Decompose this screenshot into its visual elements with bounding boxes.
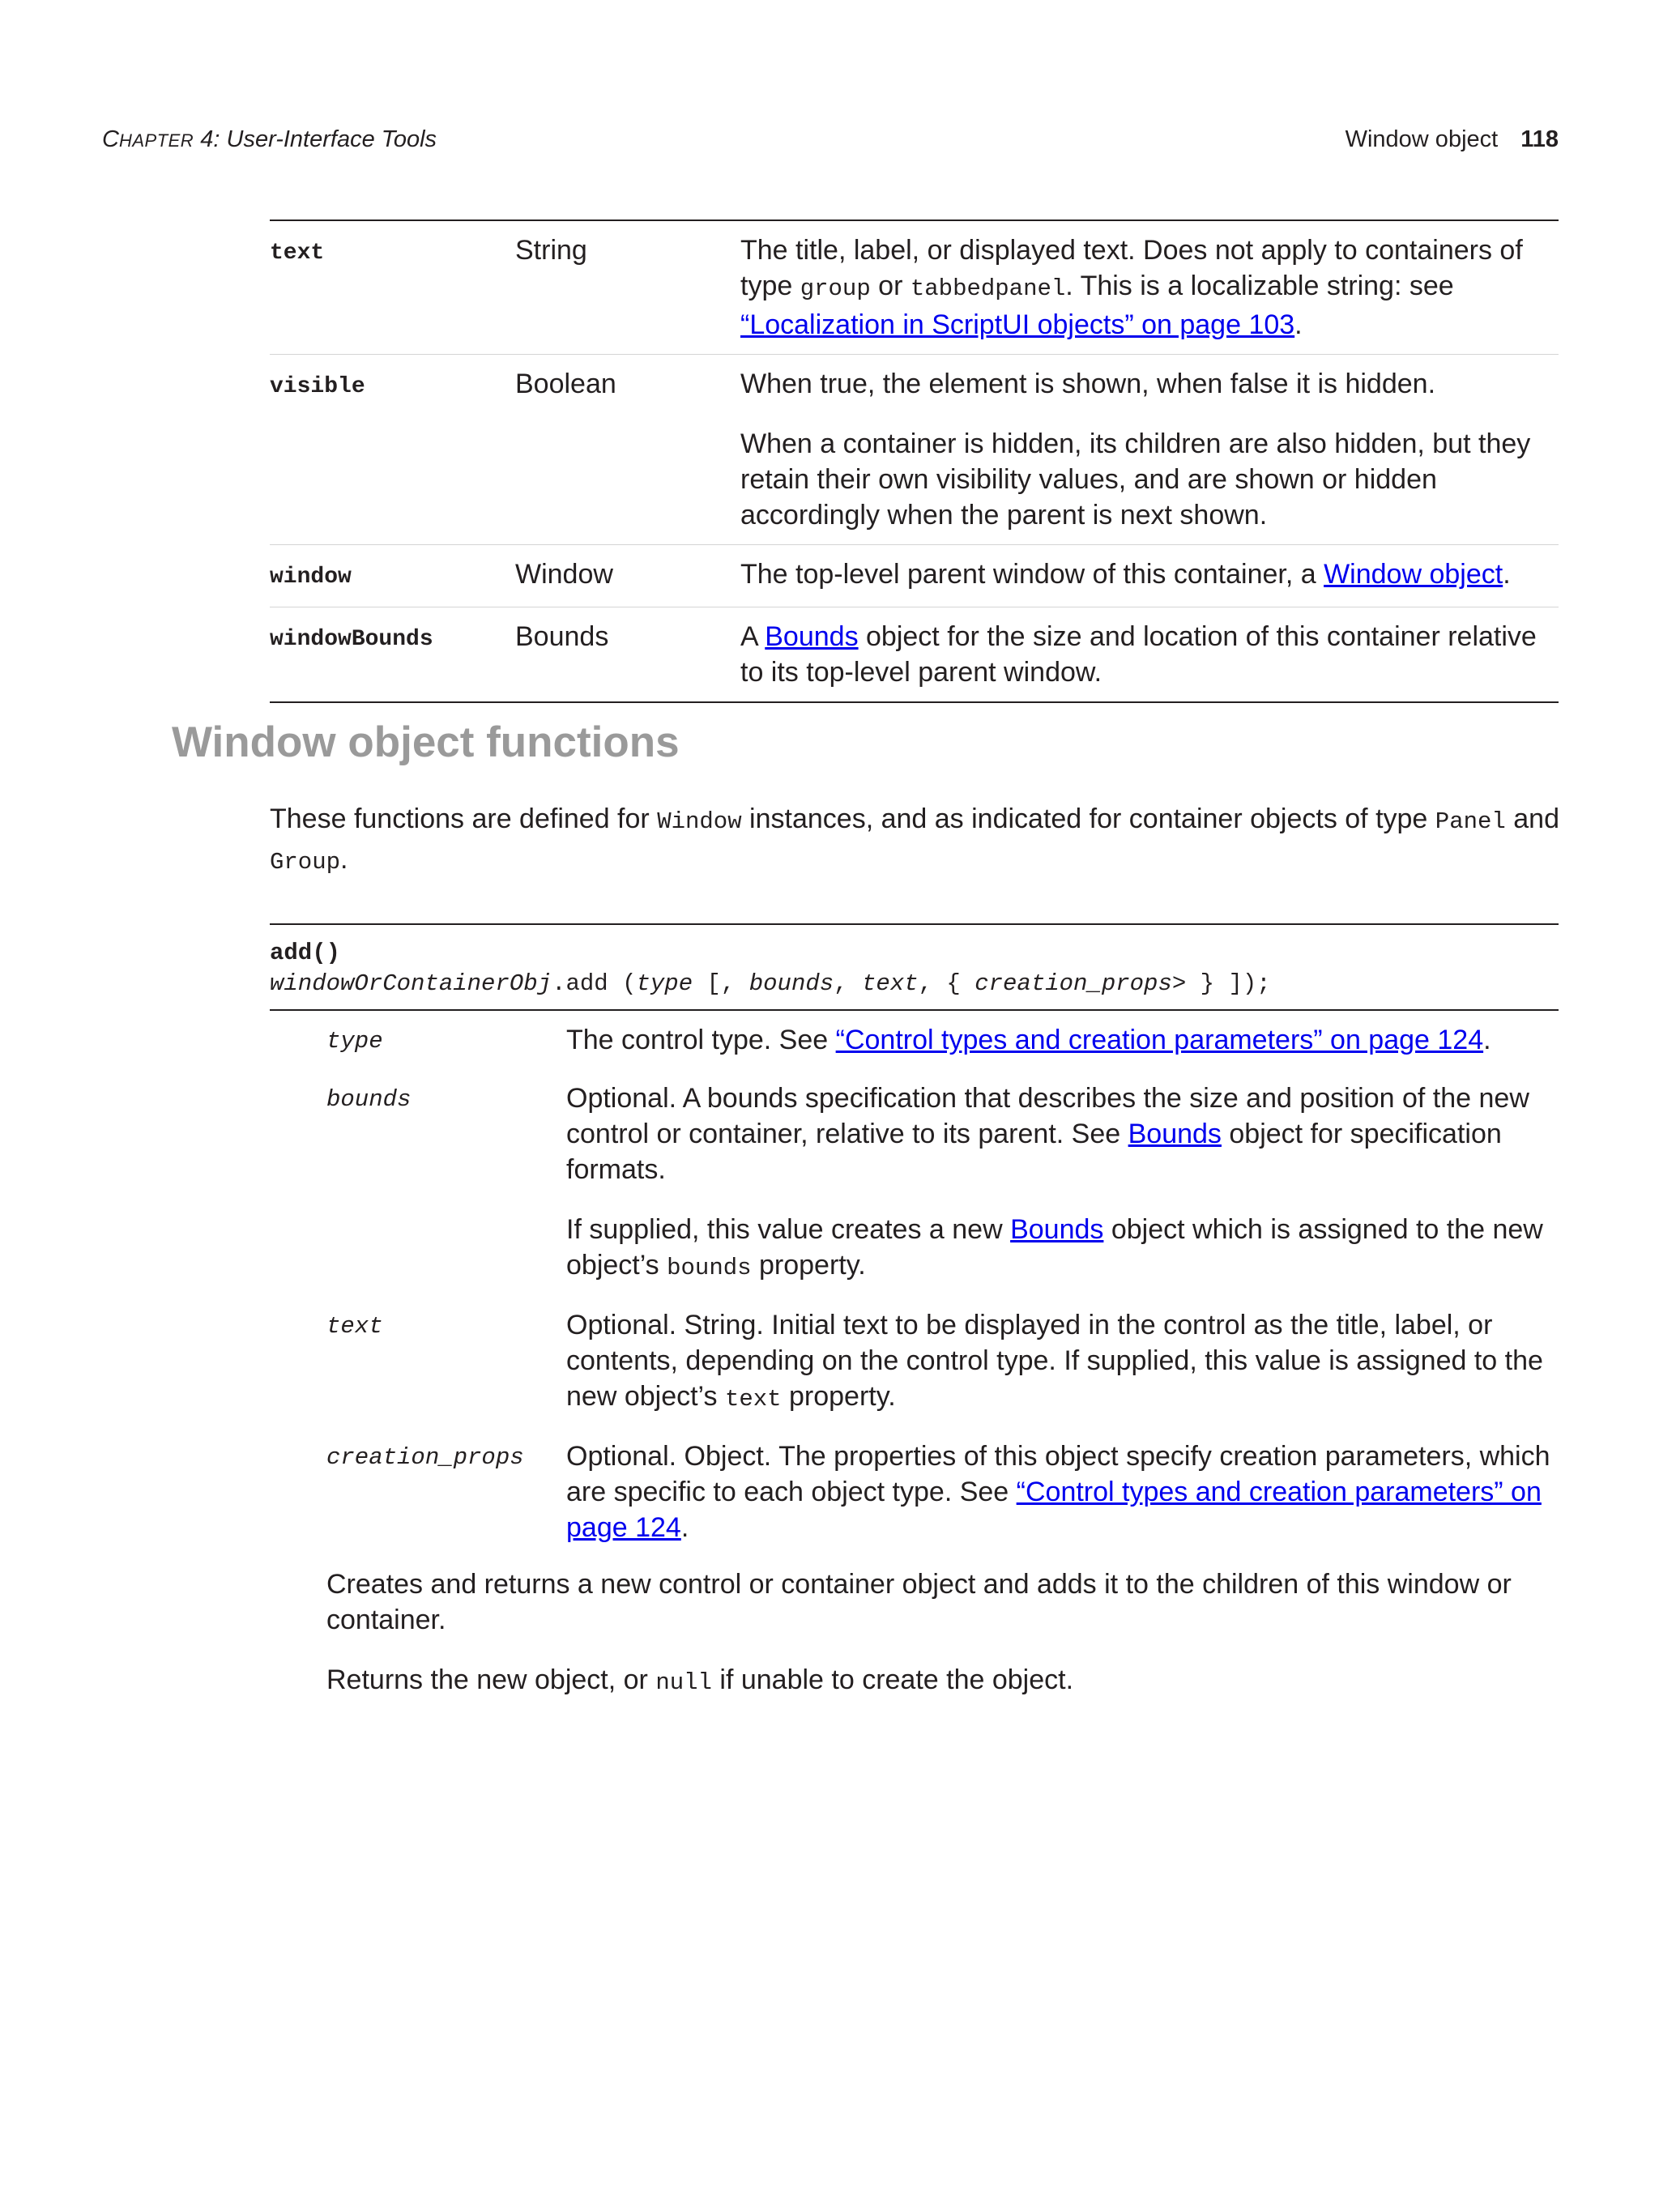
table-row: [270, 354, 1559, 544]
property-name: windowBounds: [270, 627, 433, 652]
control-types-link[interactable]: “Control types and creation parameters” on page 124: [835, 1025, 1484, 1055]
function-returns: Returns the new object, or null if unable to create the object.: [326, 1664, 1074, 1696]
table-row: [270, 221, 1559, 354]
bounds-link[interactable]: Bounds: [1010, 1214, 1104, 1245]
property-name: text: [270, 241, 325, 266]
property-type: String: [515, 235, 587, 266]
function-name: add(): [270, 940, 341, 966]
header-right: [1346, 126, 1559, 153]
parameter-description: Optional. Object. The properties of this object specify creation parameters, which are specific to each object type. See “Control types and creation parameters” on page 124.: [566, 1441, 1550, 1543]
properties-table: [270, 219, 1559, 703]
section-name: Window object: [1345, 126, 1499, 152]
property-description: When true, the element is shown, when false it is hidden. When a container is hidden, its children are also hidden, but they retain their own visibility values, and are shown or hidden accordingly when the parent is next shown.: [740, 369, 1531, 531]
parameter-name: type: [326, 1028, 383, 1055]
bounds-link[interactable]: Bounds: [765, 621, 859, 652]
section-heading: Window object functions: [172, 718, 680, 766]
parameter-item: [326, 1080, 1559, 1286]
table-row: [270, 544, 1559, 607]
function-block: [270, 923, 1559, 1725]
property-description: A Bounds object for the size and location of this container relative to its top-level parent window.: [740, 621, 1537, 688]
parameter-item: [326, 1022, 1559, 1059]
page-number: 118: [1520, 126, 1559, 152]
property-description: The title, label, or displayed text. Does not apply to containers of type group or tabbedpanel. This is a localizable string: see “Localization in ScriptUI objects” on page 103.: [740, 235, 1523, 340]
property-description: The top-level parent window of this container, a Window object.: [740, 559, 1511, 590]
property-name: visible: [270, 374, 365, 399]
control-types-link[interactable]: “Control types and creation parameters” on page 124: [566, 1477, 1542, 1543]
parameter-list: [270, 1011, 1559, 1545]
window-object-link[interactable]: Window object: [1324, 559, 1503, 590]
parameter-item: [326, 1438, 1559, 1545]
parameter-description: Optional. A bounds specification that describes the size and position of the new control or container, relative to its parent. See Bounds object for specification formats. If supplied, this value creates a new Bounds object which is assigned to the new object’s bounds property.: [566, 1083, 1543, 1281]
parameter-name: text: [326, 1313, 383, 1340]
table-row: [270, 607, 1559, 701]
parameter-description: The control type. See “Control types and creation parameters” on page 124.: [566, 1025, 1491, 1055]
property-type: Boolean: [515, 369, 616, 399]
function-signature: [270, 925, 1559, 1011]
parameter-item: [326, 1307, 1559, 1417]
parameter-name: creation_props: [326, 1444, 524, 1471]
function-syntax: windowOrContainerObj.add (type [, bounds, text, { creation_props> } ]);: [270, 970, 1271, 997]
localization-link[interactable]: “Localization in ScriptUI objects” on page 103: [740, 309, 1295, 340]
property-type: Bounds: [515, 621, 609, 652]
intro-paragraph: These functions are defined for Window instances, and as indicated for container objects of type Panel and Group.: [270, 803, 1559, 876]
chapter-title: CHAPTER 4: User-Interface Tools: [102, 126, 437, 152]
property-name: window: [270, 565, 352, 590]
function-description: Creates and returns a new control or container object and adds it to the children of this window or container.: [326, 1569, 1512, 1635]
bounds-link[interactable]: Bounds: [1128, 1119, 1222, 1149]
parameter-description: Optional. String. Initial text to be displayed in the control as the title, label, or contents, depending on the control type. If supplied, this value is assigned to the new object’s text property.: [566, 1310, 1543, 1413]
running-header: [102, 126, 1559, 159]
property-type: Window: [515, 559, 613, 590]
parameter-name: bounds: [326, 1086, 412, 1113]
